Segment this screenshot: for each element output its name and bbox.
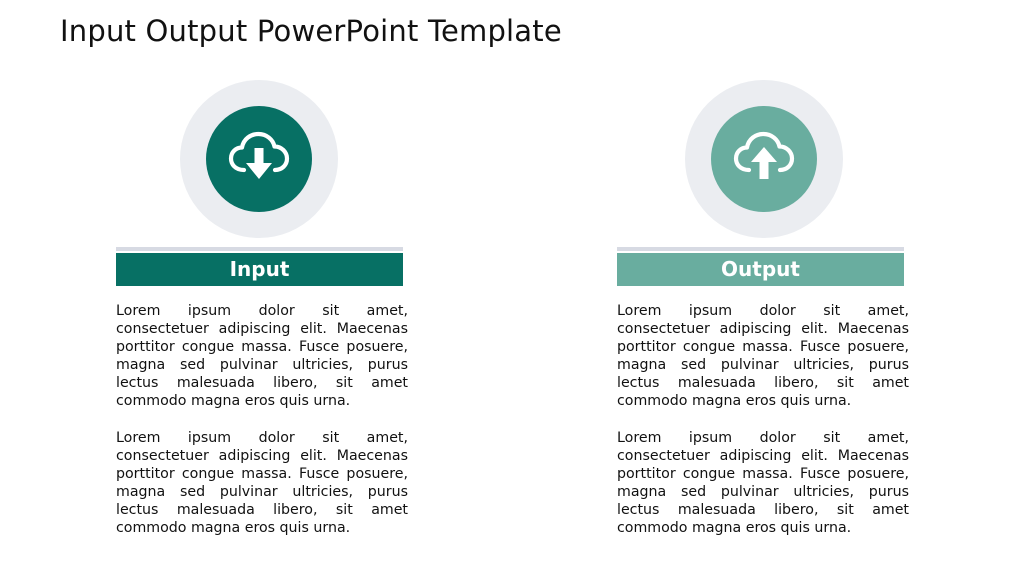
input-column	[116, 0, 411, 576]
cloud-download-icon	[228, 130, 290, 182]
output-column	[617, 0, 912, 576]
output-icon-halo	[685, 80, 843, 238]
input-paragraph-2: Lorem ipsum dolor sit amet, consectetuer adipiscing elit. Maecenas porttitor congue massa. Fusce posuere, magna sed pulvinar ultricies, purus lectus malesuada libero, sit amet commodo magna eros quis urna.	[116, 430, 408, 536]
output-paragraph-1: Lorem ipsum dolor sit amet, consectetuer adipiscing elit. Maecenas porttitor congue massa. Fusce posuere, magna sed pulvinar ultricies, purus lectus malesuada libero, sit amet commodo magna eros quis urna.	[617, 303, 909, 409]
output-icon-disc	[711, 106, 817, 212]
input-label-band: Input	[116, 253, 403, 286]
slide-title: Input Output PowerPoint Template	[60, 14, 562, 48]
cloud-upload-icon	[733, 130, 795, 182]
input-icon-disc	[206, 106, 312, 212]
input-icon-halo	[180, 80, 338, 238]
input-divider	[116, 247, 403, 251]
output-divider	[617, 247, 904, 251]
input-paragraph-1: Lorem ipsum dolor sit amet, consectetuer adipiscing elit. Maecenas porttitor congue massa. Fusce posuere, magna sed pulvinar ultricies, purus lectus malesuada libero, sit amet commodo magna eros quis urna.	[116, 303, 408, 409]
output-label-band: Output	[617, 253, 904, 286]
output-paragraph-2: Lorem ipsum dolor sit amet, consectetuer adipiscing elit. Maecenas porttitor congue massa. Fusce posuere, magna sed pulvinar ultricies, purus lectus malesuada libero, sit amet commodo magna eros quis urna.	[617, 430, 909, 536]
